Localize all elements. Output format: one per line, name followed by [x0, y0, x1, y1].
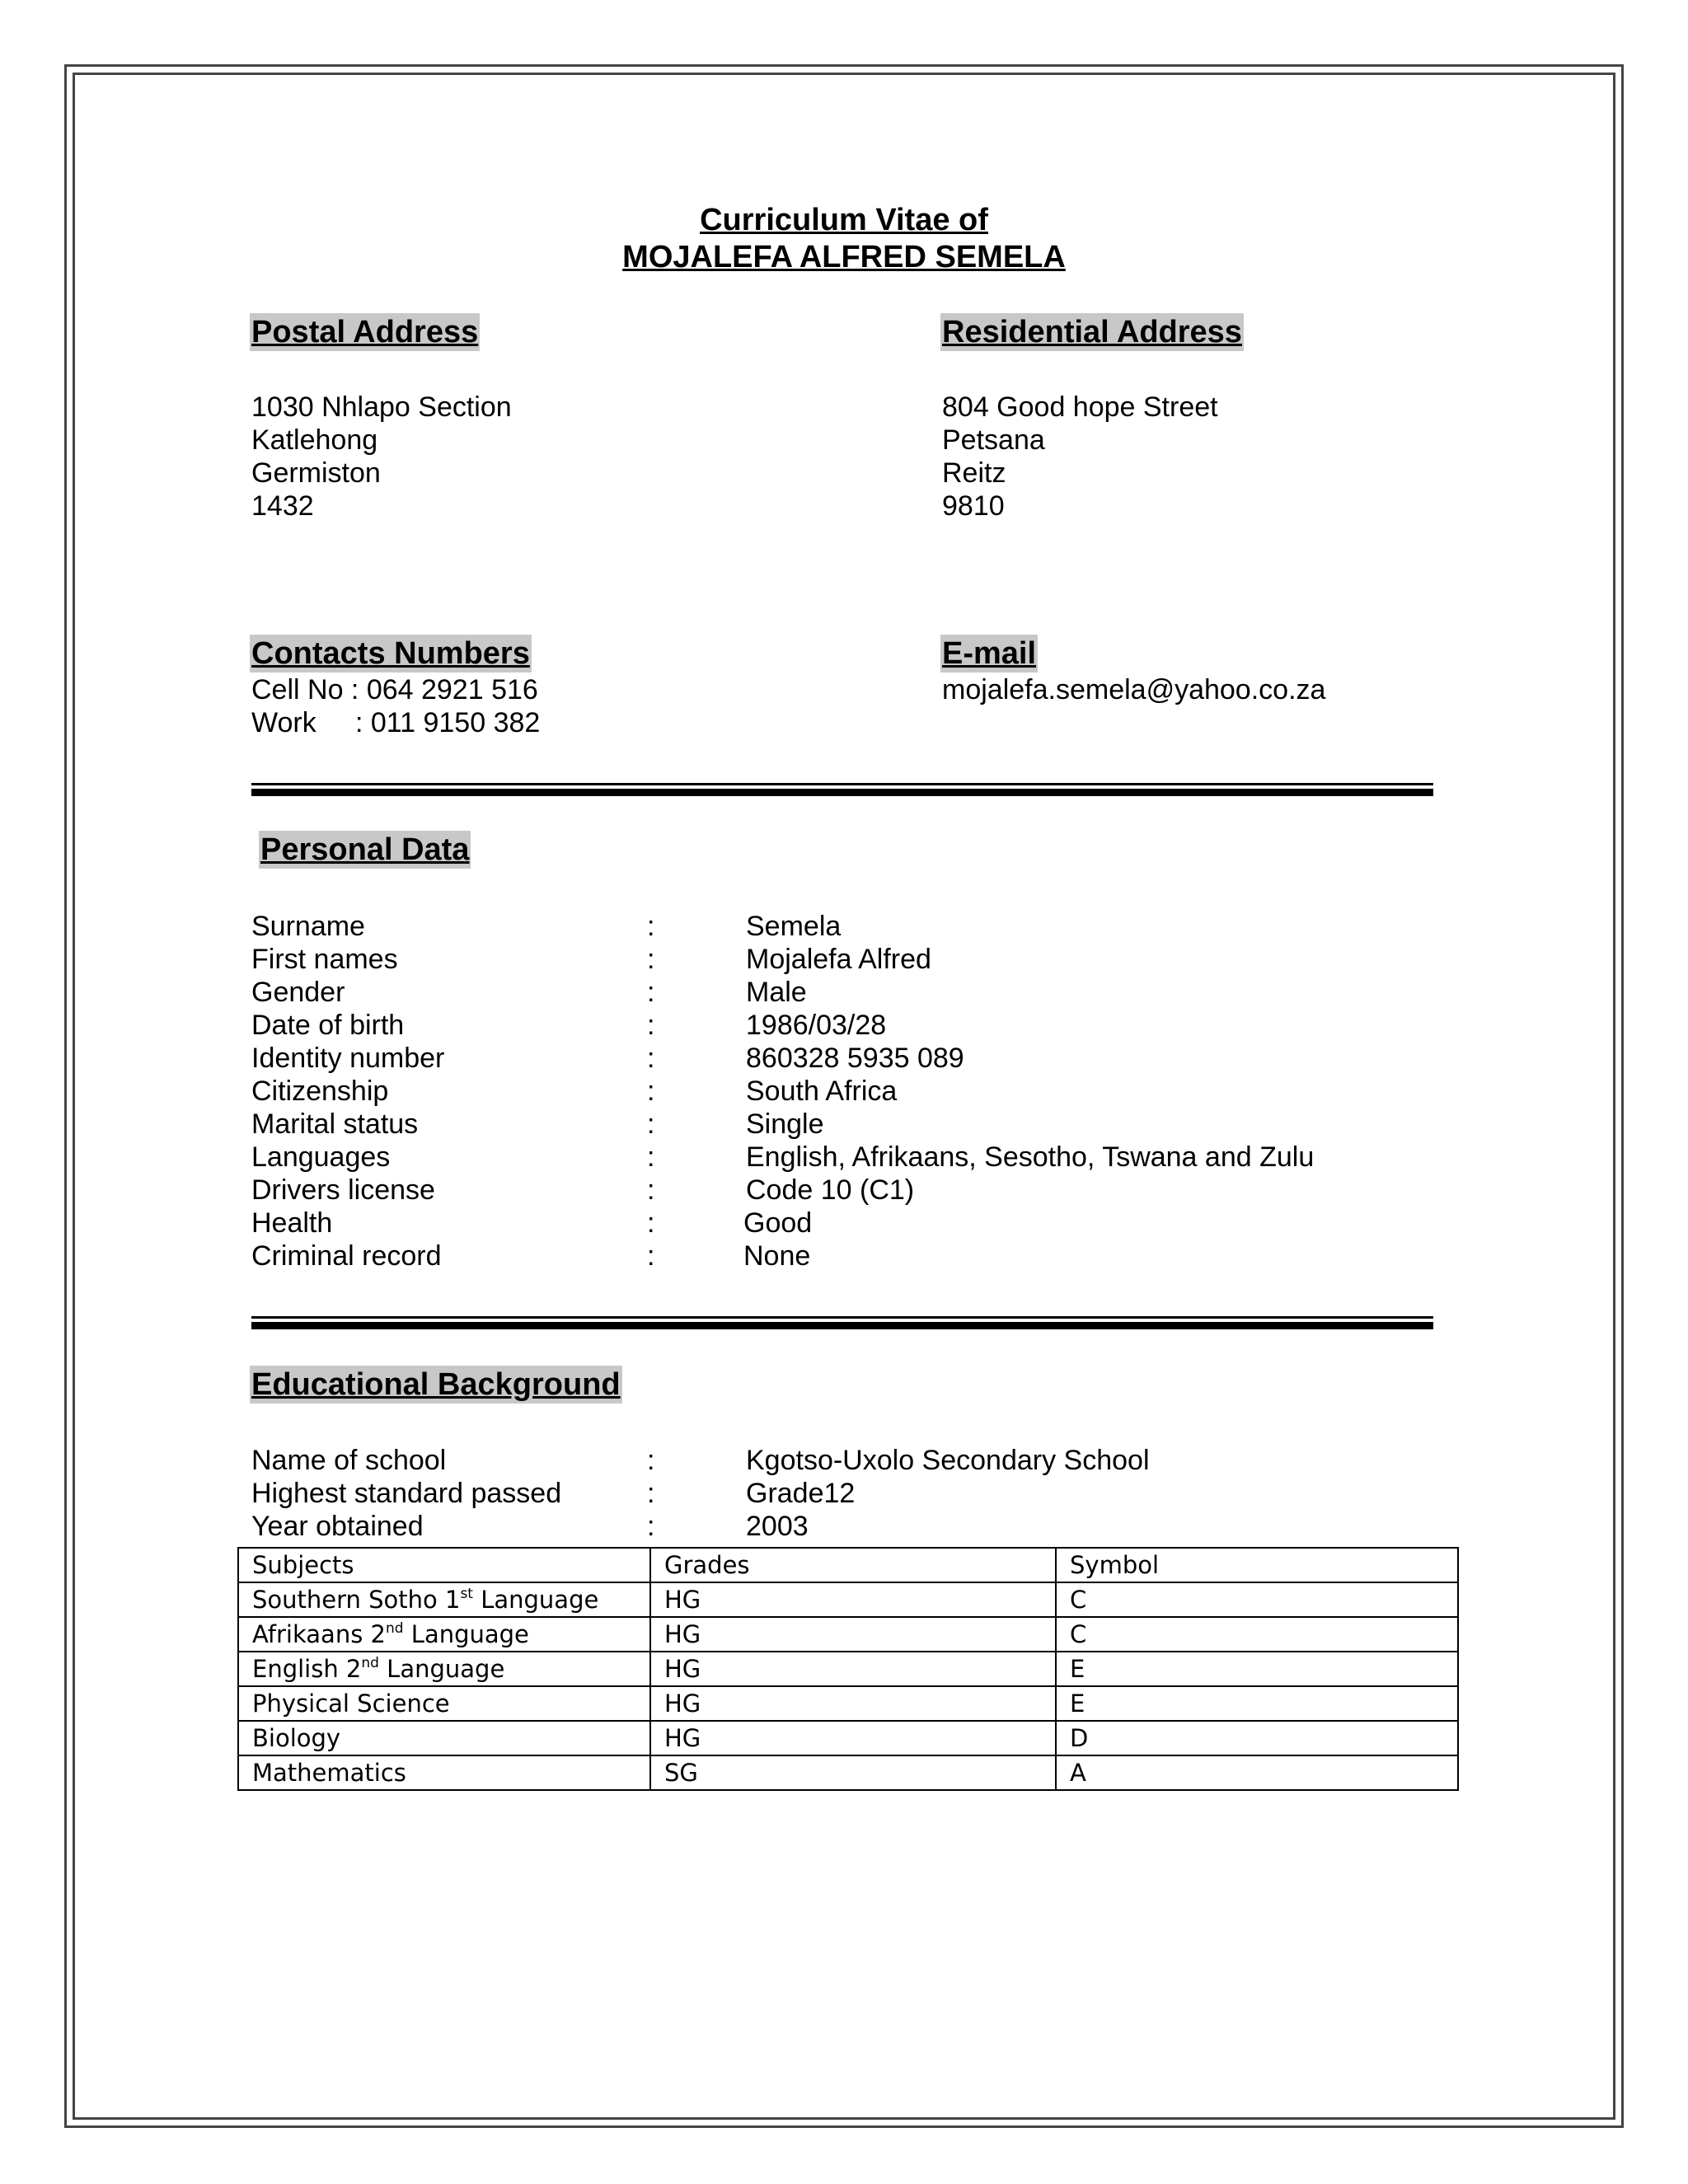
row-separator: :: [647, 1108, 655, 1140]
row-value: English, Afrikaans, Sesotho, Tswana and Zulu: [746, 1141, 1315, 1173]
row-value: Semela: [746, 911, 842, 942]
row-separator: :: [647, 1141, 655, 1173]
row-label: Health: [251, 1207, 333, 1239]
postal-line-1: 1030 Nhlapo Section: [251, 391, 512, 423]
grade-cell: HG: [650, 1617, 1056, 1652]
row-label: Identity number: [251, 1043, 445, 1074]
residential-line-2: Petsana: [942, 424, 1045, 456]
row-label: Highest standard passed: [251, 1478, 562, 1509]
row-value: Good: [743, 1207, 813, 1239]
table-row: [238, 1686, 1458, 1721]
postal-line-4: 1432: [251, 490, 314, 522]
row-value: Grade12: [746, 1478, 856, 1509]
cv-title: Curriculum Vitae of: [700, 203, 988, 237]
postal-line-3: Germiston: [251, 457, 381, 489]
row-label: Year obtained: [251, 1511, 424, 1542]
row-value: Single: [746, 1108, 824, 1140]
row-label: Surname: [251, 911, 365, 942]
residential-line-4: 9810: [942, 490, 1005, 522]
grade-cell: HG: [650, 1721, 1056, 1755]
row-label: Marital status: [251, 1108, 419, 1140]
row-separator: :: [647, 1174, 655, 1206]
row-separator: :: [647, 977, 655, 1008]
subject-cell: English 2nd Language: [238, 1652, 650, 1686]
symbol-cell: C: [1056, 1617, 1458, 1652]
row-label: Languages: [251, 1141, 391, 1173]
row-separator: :: [647, 944, 655, 975]
symbol-cell: E: [1056, 1652, 1458, 1686]
grade-cell: SG: [650, 1755, 1056, 1790]
row-value: 2003: [746, 1511, 809, 1542]
grade-cell: HG: [650, 1686, 1056, 1721]
table-row: [238, 1721, 1458, 1755]
row-value: 860328 5935 089: [746, 1043, 964, 1074]
section-divider: [251, 783, 1433, 796]
header-subjects: Subjects: [238, 1548, 650, 1582]
subject-cell: Physical Science: [238, 1686, 650, 1721]
header-symbol: Symbol: [1056, 1548, 1458, 1582]
postal-address-heading: Postal Address: [251, 315, 479, 349]
subject-cell: Mathematics: [238, 1755, 650, 1790]
residential-address-heading: Residential Address: [942, 315, 1242, 349]
row-separator: :: [647, 1445, 655, 1476]
table-header-row: [238, 1548, 1458, 1582]
row-label: Citizenship: [251, 1076, 389, 1107]
subjects-table: [237, 1547, 1459, 1791]
row-label: Gender: [251, 977, 345, 1008]
row-label: Name of school: [251, 1445, 447, 1476]
row-label: Drivers license: [251, 1174, 435, 1206]
row-value: None: [743, 1240, 811, 1272]
row-separator: :: [647, 1240, 655, 1272]
row-separator: :: [647, 1207, 655, 1239]
subject-cell: Southern Sotho 1st Language: [238, 1582, 650, 1617]
contact-work: Work : 011 9150 382: [251, 707, 541, 738]
personal-data-heading: Personal Data: [260, 832, 470, 867]
table-row: [238, 1582, 1458, 1617]
row-separator: :: [647, 1010, 655, 1041]
subject-cell: Biology: [238, 1721, 650, 1755]
row-label: Date of birth: [251, 1010, 405, 1041]
email-address: mojalefa.semela@yahoo.co.za: [942, 674, 1326, 705]
grade-cell: HG: [650, 1652, 1056, 1686]
cv-name: MOJALEFA ALFRED SEMELA: [622, 240, 1066, 274]
row-label: First names: [251, 944, 398, 975]
row-separator: :: [647, 1478, 655, 1509]
row-value: Kgotso-Uxolo Secondary School: [746, 1445, 1150, 1476]
postal-line-2: Katlehong: [251, 424, 378, 456]
symbol-cell: E: [1056, 1686, 1458, 1721]
row-separator: :: [647, 911, 655, 942]
contacts-heading: Contacts Numbers: [251, 636, 530, 671]
row-value: South Africa: [746, 1076, 898, 1107]
symbol-cell: A: [1056, 1755, 1458, 1790]
header-grades: Grades: [650, 1548, 1056, 1582]
section-divider: [251, 1316, 1433, 1329]
education-heading: Educational Background: [251, 1367, 621, 1402]
row-value: Code 10 (C1): [746, 1174, 915, 1206]
table-row: [238, 1617, 1458, 1652]
row-separator: :: [647, 1511, 655, 1542]
row-separator: :: [647, 1043, 655, 1074]
symbol-cell: C: [1056, 1582, 1458, 1617]
table-row: [238, 1755, 1458, 1790]
row-value: 1986/03/28: [746, 1010, 887, 1041]
residential-line-1: 804 Good hope Street: [942, 391, 1218, 423]
row-separator: :: [647, 1076, 655, 1107]
subject-cell: Afrikaans 2nd Language: [238, 1617, 650, 1652]
residential-line-3: Reitz: [942, 457, 1006, 489]
symbol-cell: D: [1056, 1721, 1458, 1755]
row-label: Criminal record: [251, 1240, 442, 1272]
grade-cell: HG: [650, 1582, 1056, 1617]
row-value: Male: [746, 977, 807, 1008]
row-value: Mojalefa Alfred: [746, 944, 931, 975]
table-row: [238, 1652, 1458, 1686]
email-heading: E-mail: [942, 636, 1037, 671]
contact-cell: Cell No : 064 2921 516: [251, 674, 538, 705]
